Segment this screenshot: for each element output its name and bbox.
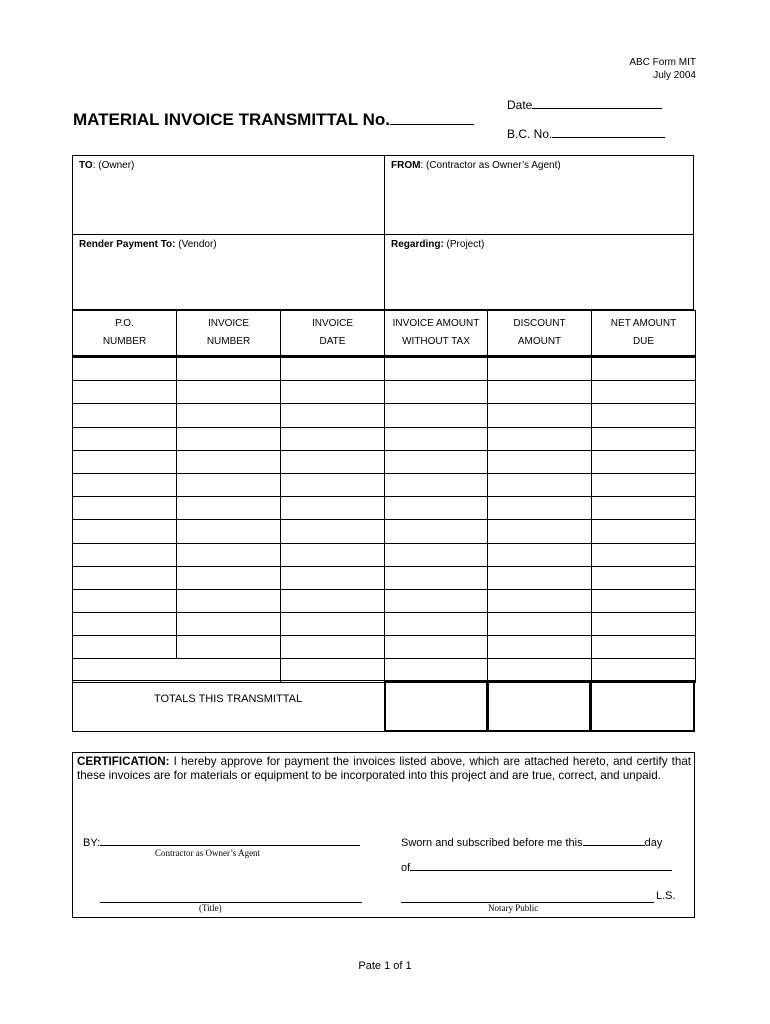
table-row	[73, 427, 696, 450]
table-row	[73, 520, 696, 543]
table-row	[73, 636, 696, 659]
table-cell[interactable]	[177, 381, 281, 404]
table-cell[interactable]	[592, 659, 696, 682]
col-discount-amount: DISCOUNT AMOUNT	[488, 311, 592, 357]
table-cell[interactable]	[488, 613, 592, 636]
table-cell[interactable]	[73, 473, 177, 496]
table-cell[interactable]	[592, 450, 696, 473]
form-id-block	[629, 56, 696, 82]
table-cell[interactable]	[385, 589, 488, 612]
totals-label: TOTALS THIS TRANSMITTAL	[153, 693, 303, 705]
col-invoice-number: INVOICE NUMBER	[177, 311, 281, 357]
table-cell[interactable]	[385, 473, 488, 496]
page-title	[73, 110, 474, 130]
table-cell[interactable]	[385, 613, 488, 636]
table-cell[interactable]	[177, 613, 281, 636]
table-cell[interactable]	[385, 566, 488, 589]
table-cell[interactable]	[281, 589, 385, 612]
table-cell[interactable]	[385, 543, 488, 566]
regarding-hint: (Project)	[443, 239, 485, 250]
certification-box	[72, 752, 695, 918]
bc-input[interactable]	[552, 125, 665, 138]
table-cell[interactable]	[177, 404, 281, 427]
table-cell[interactable]	[488, 659, 592, 682]
table-row	[73, 473, 696, 496]
bc-field	[507, 125, 665, 141]
party-box	[72, 155, 694, 310]
table-cell[interactable]	[385, 659, 488, 682]
table-cell[interactable]	[73, 427, 177, 450]
render-hint: (Vendor)	[175, 239, 217, 250]
table-cell[interactable]	[177, 427, 281, 450]
table-cell[interactable]	[177, 520, 281, 543]
table-cell[interactable]	[385, 357, 488, 381]
from-label: FROM	[391, 160, 421, 171]
table-cell[interactable]	[177, 497, 281, 520]
date-field	[507, 96, 662, 112]
certification-text	[77, 755, 691, 783]
title-caption: (Title)	[199, 903, 222, 913]
table-cell[interactable]	[592, 636, 696, 659]
table-cell[interactable]	[73, 450, 177, 473]
invoice-table	[72, 310, 696, 683]
table-cell[interactable]	[73, 613, 177, 636]
table-cell[interactable]	[281, 381, 385, 404]
regarding-project-field[interactable]	[385, 235, 695, 310]
table-cell[interactable]	[592, 427, 696, 450]
table-cell[interactable]	[488, 357, 592, 381]
table-row	[73, 543, 696, 566]
table-cell[interactable]	[73, 497, 177, 520]
table-cell[interactable]	[177, 636, 281, 659]
table-cell[interactable]	[592, 543, 696, 566]
table-row	[73, 404, 696, 427]
table-cell[interactable]	[488, 473, 592, 496]
render-payment-field[interactable]	[73, 235, 384, 310]
table-cell[interactable]	[488, 381, 592, 404]
from-hint: : (Contractor as Owner’s Agent)	[420, 160, 561, 171]
totals-row	[72, 680, 695, 732]
table-cell[interactable]	[385, 381, 488, 404]
table-cell[interactable]	[488, 566, 592, 589]
table-cell[interactable]	[592, 404, 696, 427]
page-number: Pate 1 of 1	[358, 960, 412, 972]
table-cell[interactable]	[281, 404, 385, 427]
table-cell[interactable]	[592, 473, 696, 496]
table-cell[interactable]	[385, 497, 488, 520]
table-row	[73, 381, 696, 404]
agent-caption: Contractor as Owner’s Agent	[155, 848, 261, 858]
table-cell[interactable]	[592, 357, 696, 381]
table-cell[interactable]	[177, 357, 281, 381]
table-cell[interactable]	[488, 589, 592, 612]
table-cell[interactable]	[592, 589, 696, 612]
from-contractor-field[interactable]	[385, 156, 695, 234]
certification-body: I hereby approve for payment the invoices listed above, which are attached hereto, and certify that these invoices are for materials or equipment to be incorporated into this project and are true, correct, and unpaid.	[77, 755, 691, 782]
table-cell[interactable]	[592, 520, 696, 543]
bc-label: B.C. No.	[507, 127, 553, 141]
table-cell[interactable]	[385, 520, 488, 543]
total-discount-box[interactable]	[487, 680, 591, 732]
table-row	[73, 566, 696, 589]
table-row	[73, 450, 696, 473]
of-label: of	[401, 862, 411, 874]
table-cell[interactable]	[592, 566, 696, 589]
render-label: Render Payment To:	[79, 239, 176, 250]
notary-caption: Notary Public	[488, 903, 539, 913]
table-cell[interactable]	[73, 357, 177, 381]
table-row	[73, 589, 696, 612]
table-cell[interactable]	[385, 450, 488, 473]
total-net-amount-box[interactable]	[590, 680, 695, 732]
sworn-field	[401, 833, 662, 849]
col-invoice-date: INVOICE DATE	[281, 311, 385, 357]
table-body	[73, 357, 696, 683]
table-cell[interactable]	[281, 473, 385, 496]
of-field	[401, 858, 672, 874]
table-row	[73, 357, 696, 381]
table-cell[interactable]	[73, 404, 177, 427]
table-cell[interactable]	[592, 497, 696, 520]
table-cell[interactable]	[385, 427, 488, 450]
table-cell[interactable]	[73, 659, 281, 682]
col-net-amount: NET AMOUNT DUE	[592, 311, 696, 357]
by-label: BY:	[83, 837, 101, 849]
table-cell[interactable]	[281, 427, 385, 450]
table-cell[interactable]	[281, 613, 385, 636]
table-cell[interactable]	[385, 404, 488, 427]
table-cell[interactable]	[177, 589, 281, 612]
of-line[interactable]	[410, 858, 672, 871]
col-invoice-amount: INVOICE AMOUNT WITHOUT TAX	[385, 311, 488, 357]
table-cell[interactable]	[281, 636, 385, 659]
table-cell[interactable]	[488, 636, 592, 659]
by-field	[83, 833, 360, 849]
form-id: ABC Form MIT	[629, 57, 696, 68]
sworn-day-line[interactable]	[583, 833, 645, 846]
ls-label: L.S.	[656, 890, 676, 902]
table-cell[interactable]	[488, 450, 592, 473]
table-cell[interactable]	[73, 589, 177, 612]
table-cell[interactable]	[281, 357, 385, 381]
transmittal-number-field[interactable]	[390, 110, 474, 125]
table-cell[interactable]	[281, 520, 385, 543]
to-label: TO	[79, 160, 93, 171]
table-cell[interactable]	[177, 543, 281, 566]
table-cell[interactable]	[73, 543, 177, 566]
day-label: day	[644, 837, 663, 849]
col-po-number: P.O. NUMBER	[73, 311, 177, 357]
table-cell[interactable]	[73, 566, 177, 589]
table-cell[interactable]	[488, 520, 592, 543]
to-hint: : (Owner)	[92, 160, 135, 171]
table-cell[interactable]	[73, 381, 177, 404]
table-cell[interactable]	[281, 450, 385, 473]
date-input[interactable]	[532, 96, 662, 109]
table-cell[interactable]	[177, 450, 281, 473]
table-header-row	[73, 311, 696, 357]
table-cell[interactable]	[488, 497, 592, 520]
total-invoice-amount-box[interactable]	[384, 680, 488, 732]
table-cell[interactable]	[177, 473, 281, 496]
date-label: Date	[507, 98, 533, 112]
table-cell[interactable]	[488, 427, 592, 450]
certification-heading: CERTIFICATION:	[77, 755, 170, 768]
table-cell[interactable]	[73, 636, 177, 659]
form-date: July 2004	[653, 70, 696, 81]
table-cell[interactable]	[281, 659, 385, 682]
table-cell[interactable]	[281, 543, 385, 566]
table-cell[interactable]	[281, 497, 385, 520]
table-cell[interactable]	[488, 543, 592, 566]
table-cell[interactable]	[281, 566, 385, 589]
table-cell[interactable]	[592, 381, 696, 404]
to-owner-field[interactable]	[73, 156, 384, 234]
table-cell[interactable]	[385, 636, 488, 659]
table-cell[interactable]	[73, 520, 177, 543]
sworn-text: Sworn and subscribed before me this	[401, 837, 583, 849]
table-row	[73, 659, 696, 682]
table-cell[interactable]	[592, 613, 696, 636]
title-signature-line[interactable]	[100, 902, 362, 903]
by-signature-line[interactable]	[100, 833, 360, 846]
table-cell[interactable]	[488, 404, 592, 427]
table-row	[73, 497, 696, 520]
regarding-label: Regarding:	[391, 239, 444, 250]
title-text: MATERIAL INVOICE TRANSMITTAL No.	[73, 110, 391, 129]
table-cell[interactable]	[177, 566, 281, 589]
table-row	[73, 613, 696, 636]
